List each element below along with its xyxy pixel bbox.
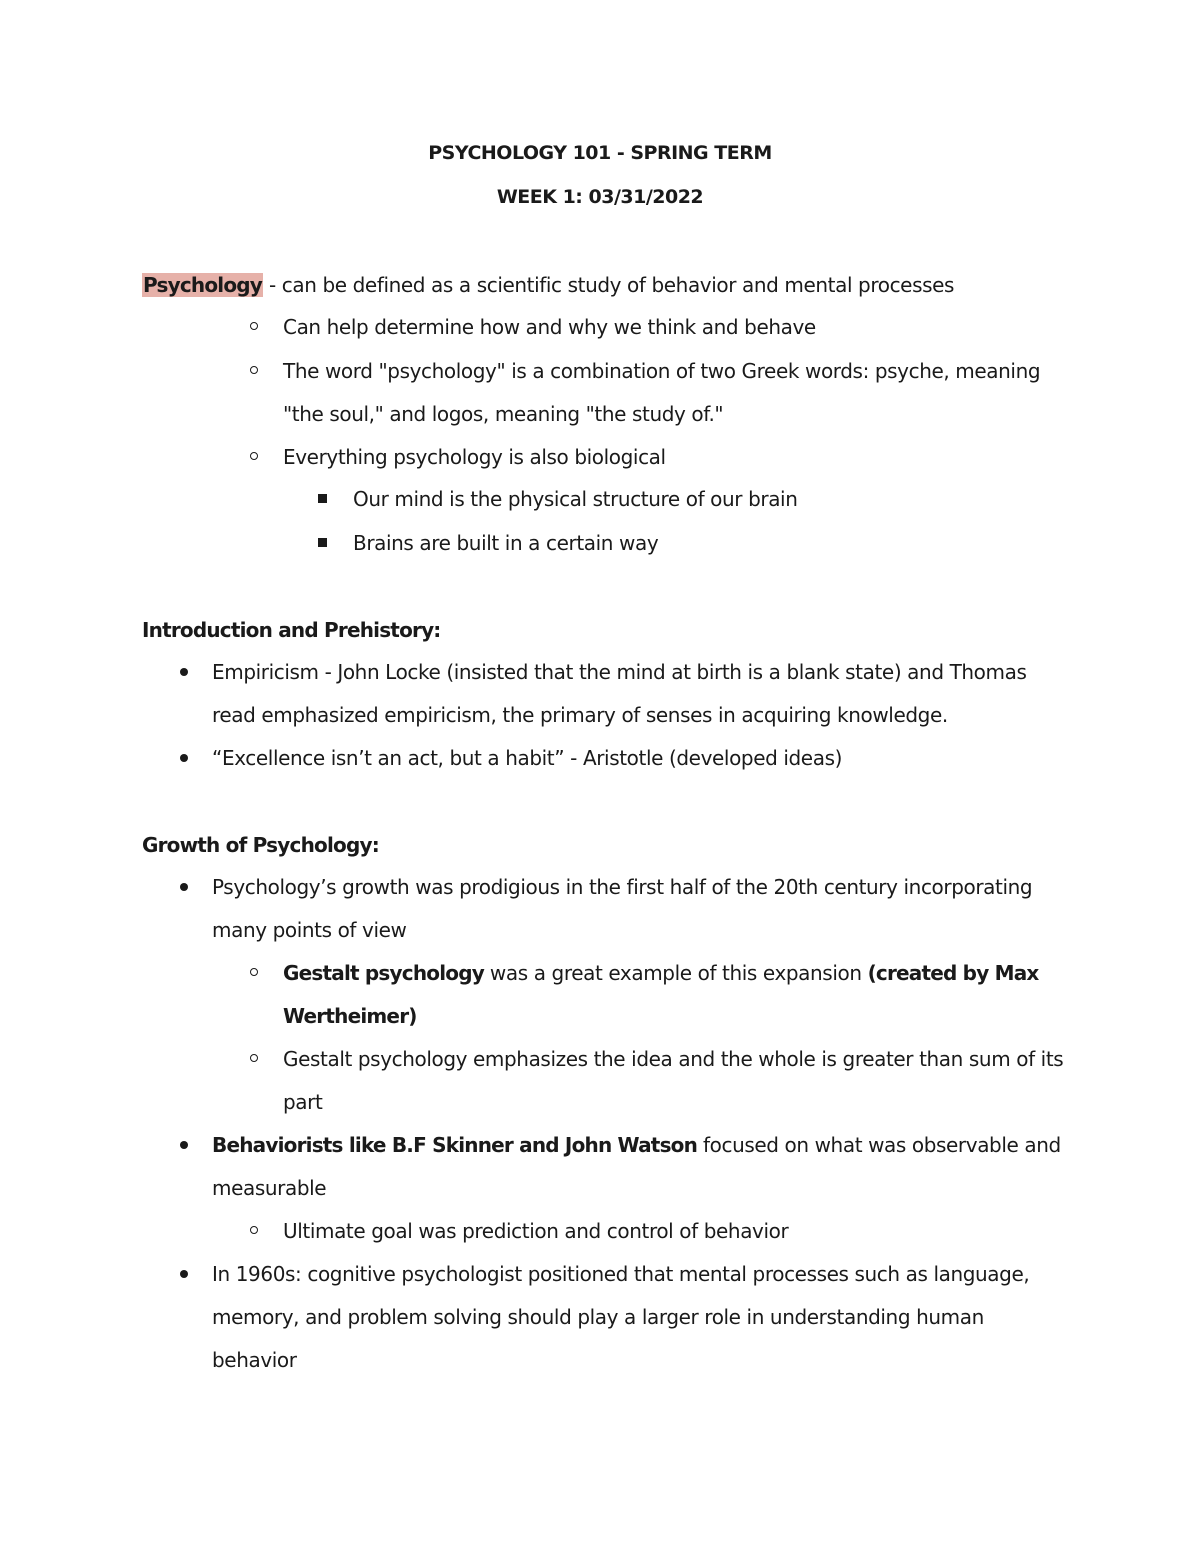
list-item: Psychology’s growth was prodigious in the first half of the 20th century incorporating	[212, 875, 1033, 899]
bold-term: Behaviorists like B.F Skinner and John Watson	[212, 1133, 698, 1157]
hollow-bullet-icon	[250, 1226, 258, 1234]
list-item: Gestalt psychology emphasizes the idea and the whole is greater than sum of its	[283, 1047, 1064, 1071]
bold-term: (created by Max	[867, 961, 1039, 985]
list-item-continuation: measurable	[212, 1176, 327, 1200]
list-item: Everything psychology is also biological	[283, 445, 666, 469]
definition-text: - can be defined as a scientific study of behavior and mental processes	[263, 273, 955, 297]
highlighted-term: Psychology	[143, 273, 263, 297]
week-date: WEEK 1: 03/31/2022	[496, 186, 704, 208]
hollow-bullet-icon	[250, 968, 258, 976]
hollow-bullet-icon	[250, 366, 258, 374]
list-item-continuation: memory, and problem solving should play a larger role in understanding human	[212, 1305, 984, 1329]
bullet-icon	[180, 1141, 188, 1149]
square-bullet-icon	[318, 538, 327, 547]
list-item: Our mind is the physical structure of our brain	[353, 487, 798, 511]
list-item: In 1960s: cognitive psychologist positioned that mental processes such as language,	[212, 1262, 1030, 1286]
section-heading-introduction: Introduction and Prehistory:	[142, 618, 441, 642]
list-item-continuation: part	[283, 1090, 323, 1114]
list-item	[283, 961, 1039, 985]
bullet-icon	[180, 1270, 188, 1278]
bold-term: Gestalt psychology	[283, 961, 484, 985]
list-item	[212, 1133, 1061, 1157]
list-item: Empiricism - John Locke (insisted that the mind at birth is a blank state) and Thomas	[212, 660, 1027, 684]
document-title: PSYCHOLOGY 101 - SPRING TERM	[428, 142, 772, 164]
list-item: Ultimate goal was prediction and control of behavior	[283, 1219, 789, 1243]
hollow-bullet-icon	[250, 1054, 258, 1062]
list-item: Can help determine how and why we think and behave	[283, 315, 816, 339]
list-item-continuation: many points of view	[212, 918, 407, 942]
list-item: Brains are built in a certain way	[353, 531, 659, 555]
list-item-continuation: behavior	[212, 1348, 297, 1372]
square-bullet-icon	[318, 494, 327, 503]
section-heading-growth: Growth of Psychology:	[142, 833, 379, 857]
hollow-bullet-icon	[250, 452, 258, 460]
list-item-text: focused on what was observable and	[697, 1133, 1061, 1157]
bullet-icon	[180, 668, 188, 676]
bullet-icon	[180, 883, 188, 891]
definition-line	[142, 273, 954, 297]
list-item: The word "psychology" is a combination of two Greek words: psyche, meaning	[283, 359, 1041, 383]
hollow-bullet-icon	[250, 322, 258, 330]
list-item-continuation: "the soul," and logos, meaning "the study of."	[283, 402, 724, 426]
list-item-continuation: Wertheimer)	[283, 1004, 417, 1028]
bullet-icon	[180, 754, 188, 762]
list-item-continuation: read emphasized empiricism, the primary of senses in acquiring knowledge.	[212, 703, 948, 727]
list-item-text: was a great example of this expansion	[483, 961, 868, 985]
list-item: “Excellence isn’t an act, but a habit” - Aristotle (developed ideas)	[212, 746, 842, 770]
